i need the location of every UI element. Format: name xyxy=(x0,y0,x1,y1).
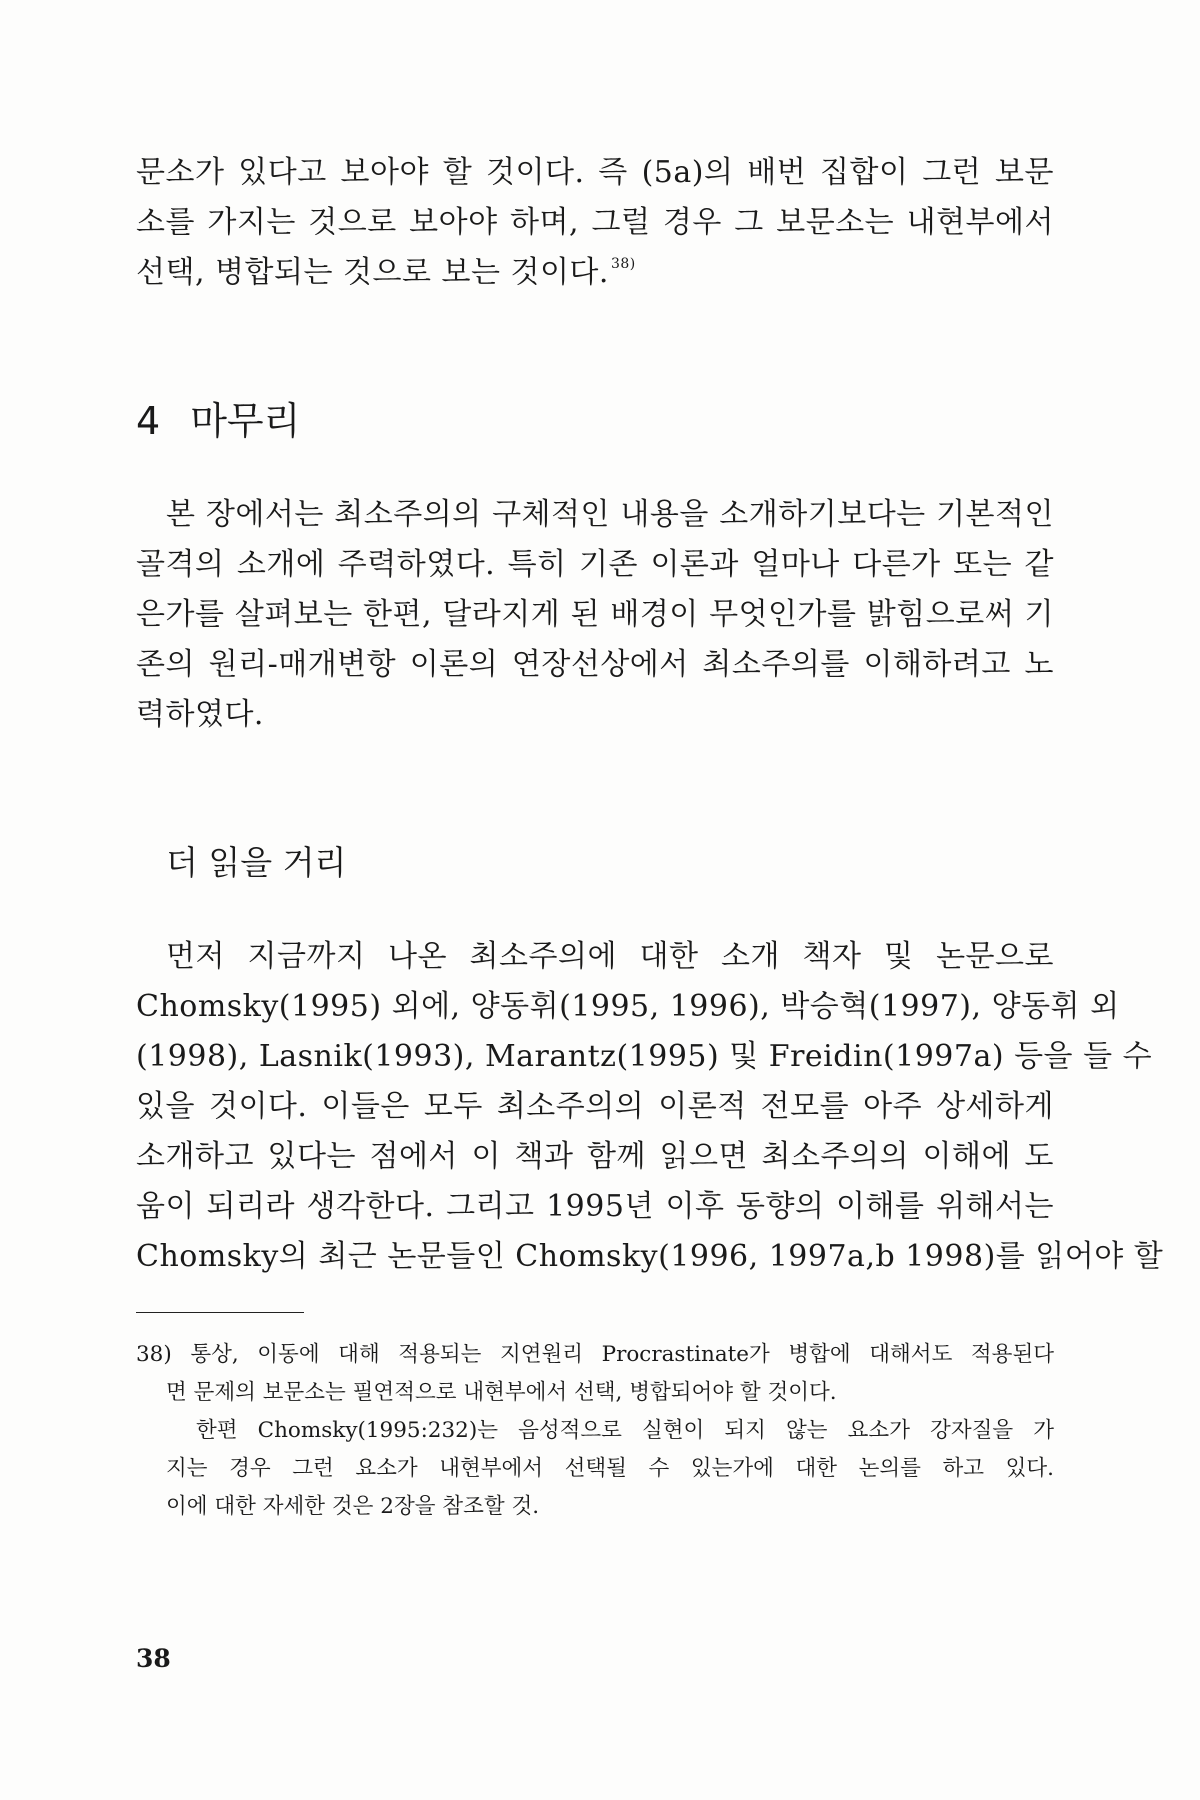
further-reading-paragraph xyxy=(136,932,1164,1282)
text-line: 먼저 지금까지 나온 최소주의에 대한 소개 책자 및 논문으로 xyxy=(166,939,1054,974)
text-line: 문소가 있다고 보아야 할 것이다. 즉 (5a)의 배번 집합이 그런 보문 xyxy=(136,155,1054,190)
footnote-line: 지는 경우 그런 요소가 내현부에서 선택될 수 있는가에 대한 논의를 하고 있다. xyxy=(166,1456,1054,1481)
intro-paragraph xyxy=(136,148,1054,298)
footnote-separator xyxy=(136,1312,304,1313)
section-number: 4 xyxy=(136,399,161,443)
section-heading xyxy=(136,396,1054,446)
text-line: 력하였다. xyxy=(136,697,264,732)
footnote-line: 이에 대한 자세한 것은 2장을 참조할 것. xyxy=(166,1494,540,1519)
text-line: 소를 가지는 것으로 보아야 하며, 그럴 경우 그 보문소는 내현부에서 xyxy=(136,205,1054,240)
further-reading-heading: 더 읽을 거리 xyxy=(166,843,347,882)
text-line: 존의 원리-매개변항 이론의 연장선상에서 최소주의를 이해하려고 노 xyxy=(136,647,1054,682)
conclusion-paragraph xyxy=(136,490,1054,740)
text-line: (1998), Lasnik(1993), Marantz(1995) 및 Freidin(1997a) 등을 들 수 xyxy=(136,1039,1153,1074)
section-title: 마무리 xyxy=(190,399,301,443)
text-line: 은가를 살펴보는 한편, 달라지게 된 배경이 무엇인가를 밝힘으로써 기 xyxy=(136,597,1054,632)
page-number: 38 xyxy=(136,1644,171,1673)
text-line: 있을 것이다. 이들은 모두 최소주의의 이론적 전모를 아주 상세하게 xyxy=(136,1089,1054,1124)
footnote-38 xyxy=(136,1336,1054,1526)
text-line: Chomsky의 최근 논문들인 Chomsky(1996, 1997a,b 1998)를 읽어야 할 xyxy=(136,1239,1164,1274)
main-text xyxy=(136,148,1164,1282)
text-line: 본 장에서는 최소주의의 구체적인 내용을 소개하기보다는 기본적인 xyxy=(166,497,1054,532)
text-line: 골격의 소개에 주력하였다. 특히 기존 이론과 얼마나 다른가 또는 같 xyxy=(136,547,1054,582)
text-line xyxy=(136,248,1054,298)
footnote-line: 한편 Chomsky(1995:232)는 음성적으로 실현이 되지 않는 요소가 강자질을 가 xyxy=(196,1418,1054,1443)
footnote-line: 면 문제의 보문소는 필연적으로 내현부에서 선택, 병합되어야 할 것이다. xyxy=(166,1380,837,1405)
text-line-content: 선택, 병합되는 것으로 보는 것이다. xyxy=(136,255,609,290)
text-line: 소개하고 있다는 점에서 이 책과 함께 읽으면 최소주의의 이해에 도 xyxy=(136,1139,1054,1174)
footnote-line: 38) 통상, 이동에 대해 적용되는 지연원리 Procrastinate가 병합에 대해서도 적용된다 xyxy=(136,1342,1054,1367)
text-line: Chomsky(1995) 외에, 양동휘(1995, 1996), 박승혁(1997), 양동휘 외 xyxy=(136,989,1120,1024)
footnote-reference[interactable]: 38) xyxy=(610,256,636,272)
text-line: 움이 되리라 생각한다. 그리고 1995년 이후 동향의 이해를 위해서는 xyxy=(136,1189,1054,1224)
